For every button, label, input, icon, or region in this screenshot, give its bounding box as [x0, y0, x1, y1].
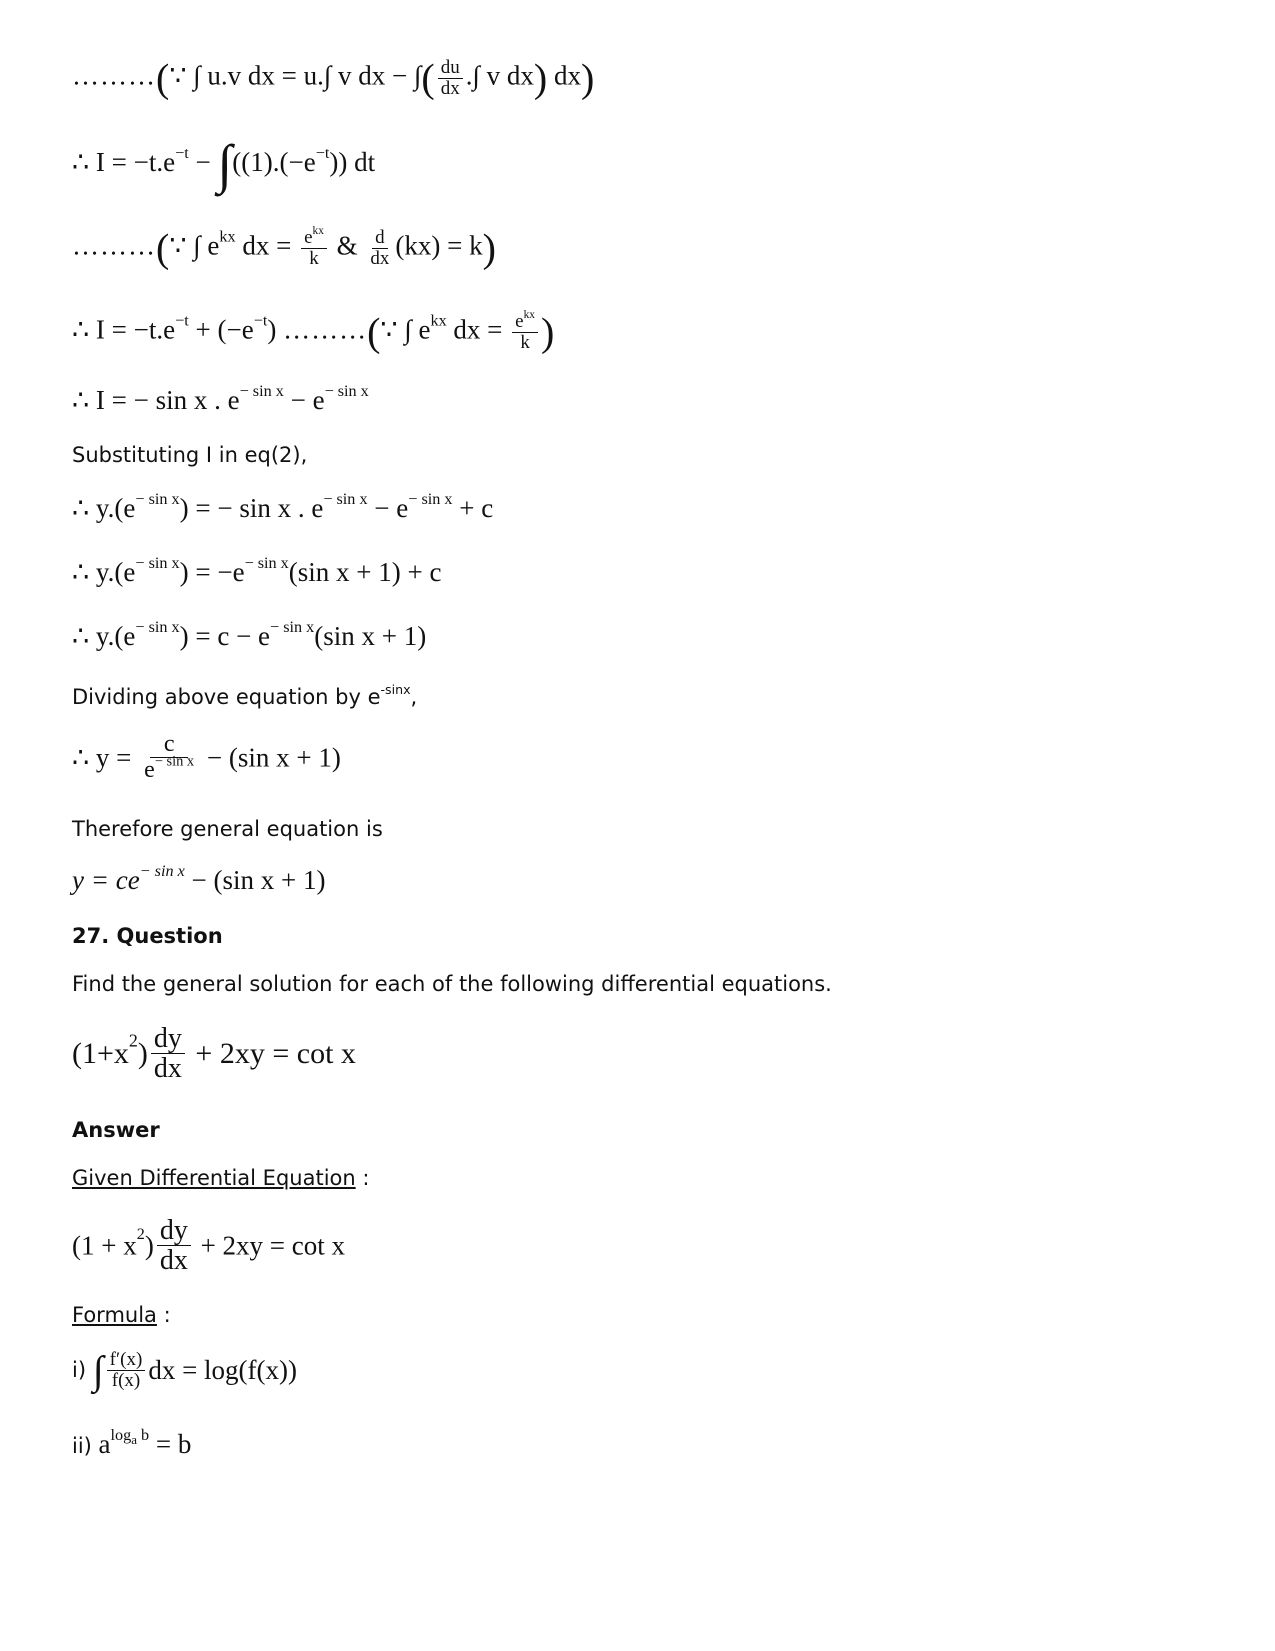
- question-equation: $(1+x^2)$ $\frac{dy}{dx}$ + 2xy = cot x: [72, 1023, 356, 1085]
- equation-i-step-1: ∴ $I = -t.e^{-t} - \int((1).(-e^{-t}))$ dt: [72, 134, 376, 194]
- question-title: 27. Question: [72, 924, 223, 948]
- substituted-equation-1: ∴ $y.(e^{- sin x})$ = − sin x . $e^{- sin x} - e^{- sin x} + c$: [72, 490, 494, 523]
- formula-log-integral: i) ∫ $\frac{f'(x)}{f(x)}$ dx = log(f(x)): [72, 1347, 297, 1393]
- equation-i-result: ∴ I = − sin x . $e^{- sin x} - e^{- sin x}$: [72, 382, 369, 415]
- question-text: Find the general solution for each of the following differential equations.: [72, 972, 832, 996]
- formula-log-identity: ii) $a^{log_a b} = b$: [72, 1426, 192, 1459]
- substitution-text: Substituting I in eq(2),: [72, 443, 308, 467]
- given-heading: Given Differential Equation :: [72, 1166, 370, 1190]
- equation-i-step-2: ∴ $I = -t.e^{-t} + (-e^{-t})$ ………(∵ ∫ $e^{kx}$ dx = $\frac{e^{kx}}{k}$ ): [72, 308, 555, 355]
- formula-heading: Formula :: [72, 1303, 171, 1327]
- substituted-equation-3: ∴ $y.(e^{- sin x}) = c - e^{- sin x}(\sin$ x + 1): [72, 618, 427, 651]
- general-equation-text: Therefore general equation is: [72, 817, 383, 841]
- substituted-equation-2: ∴ $y.(e^{- sin x}) = -e^{- sin x}(\sin$ x + 1) + c: [72, 554, 442, 587]
- dividing-text: Dividing above equation by $e^{-sinx}$,: [72, 681, 418, 709]
- answer-heading: Answer: [72, 1118, 160, 1142]
- exponential-integral-note: ………(∵ ∫ $e^{kx}$ dx = $\frac{e^{kx}}{k}$ & $\frac{d}{dx}$ (kx) = k): [72, 224, 496, 271]
- integration-by-parts-note: ………(∵ ∫ u.v dx = u.∫ v dx − ∫( $\frac{du}{dx}$ .∫ v dx) dx): [72, 55, 595, 101]
- y-fraction-equation: ∴ y = $\frac{c}{e^{- sin x}}$ − (sin x + 1): [72, 731, 341, 784]
- given-equation: $(1 + x^2)$ $\frac{dy}{dx}$ + 2xy = cot x: [72, 1215, 346, 1277]
- general-solution: $y = ce^{- sin x} - (\sin$ x + 1): [72, 862, 326, 895]
